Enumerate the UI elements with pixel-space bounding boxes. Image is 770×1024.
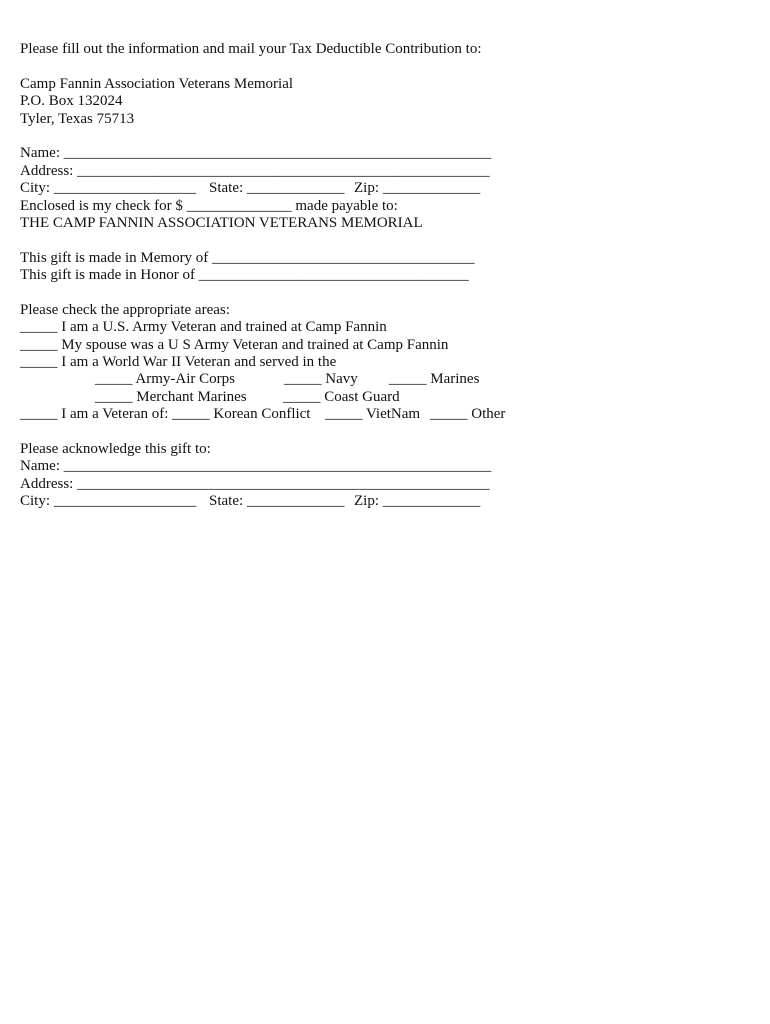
check-marines: _____ Marines [389, 371, 480, 388]
spacer [20, 284, 750, 301]
check-areas-heading: Please check the appropriate areas: [20, 301, 230, 318]
donor-city-row [20, 180, 750, 197]
ack-address-field: Address: _______________________________________________________ [20, 475, 490, 492]
payee-name: THE CAMP FANNIN ASSOCIATION VETERANS MEMORIAL [20, 214, 423, 231]
ack-zip-field: Zip: _____________ [354, 493, 481, 510]
check-coast-guard: _____ Coast Guard [283, 388, 400, 405]
check-amount-line: Enclosed is my check for $ ______________ made payable to: [20, 197, 398, 214]
branch-row-1 [20, 371, 750, 388]
city-state-zip: Tyler, Texas 75713 [20, 110, 135, 127]
donor-city-field: City: ___________________ [20, 180, 197, 197]
spacer [20, 128, 750, 145]
check-vietnam: _____ VietNam [325, 406, 421, 423]
ack-name-field: Name: _________________________________________________________ [20, 458, 492, 475]
check-item-army-veteran: _____ I am a U.S. Army Veteran and trained at Camp Fannin [20, 319, 387, 336]
check-navy: _____ Navy [284, 371, 358, 388]
branch-row-2 [20, 389, 750, 406]
donor-state-field: State: _____________ [209, 180, 345, 197]
contribution-form [20, 41, 750, 511]
org-name: Camp Fannin Association Veterans Memorial [20, 75, 294, 92]
veteran-of-row [20, 406, 750, 423]
intro-text: Please fill out the information and mail your Tax Deductible Contribution to: [20, 41, 482, 57]
spacer [20, 232, 750, 249]
gift-honor-line: This gift is made in Honor of ____________________________________ [20, 267, 469, 284]
ack-state-field: State: _____________ [209, 493, 345, 510]
check-other: _____ Other [430, 406, 506, 423]
ack-city-field: City: ___________________ [20, 493, 197, 510]
spacer [20, 424, 750, 441]
spacer [20, 58, 750, 75]
po-box: P.O. Box 132024 [20, 93, 123, 110]
check-korean-conflict: _____ I am a Veteran of: _____ Korean Conflict [20, 406, 311, 423]
ack-city-row [20, 493, 750, 510]
check-item-spouse: _____ My spouse was a U S Army Veteran and trained at Camp Fannin [20, 336, 449, 353]
gift-memory-line: This gift is made in Memory of ___________________________________ [20, 249, 475, 266]
donor-name-field: Name: _________________________________________________________ [20, 145, 492, 162]
donor-zip-field: Zip: _____________ [354, 180, 481, 197]
check-merchant-marines: _____ Merchant Marines [95, 388, 247, 405]
check-army-air-corps: _____ Army-Air Corps [95, 371, 235, 388]
acknowledge-heading: Please acknowledge this gift to: [20, 440, 211, 457]
donor-address-field: Address: _______________________________________________________ [20, 162, 490, 179]
check-item-wwii: _____ I am a World War II Veteran and served in the [20, 354, 337, 371]
